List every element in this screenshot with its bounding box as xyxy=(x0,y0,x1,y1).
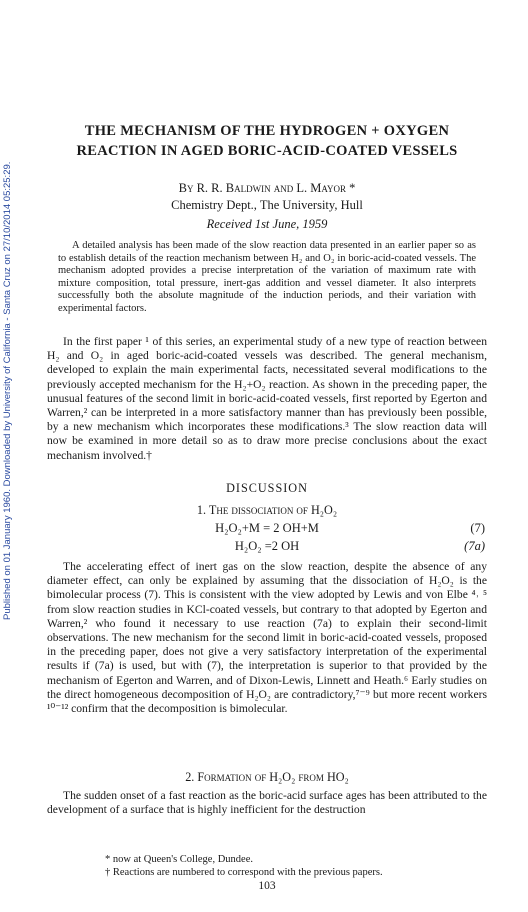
page-number: 103 xyxy=(258,880,276,892)
equation-7a xyxy=(47,539,487,555)
title-line-2: REACTION IN AGED BORIC-ACID-COATED VESSELS xyxy=(76,143,458,159)
section-1-heading: 1. The dissociation of H₂O₂ xyxy=(196,503,338,517)
paper-title xyxy=(47,121,487,161)
byline xyxy=(47,180,487,214)
section-2-paragraph: The sudden onset of a fast reaction as the boric-acid surface ages has been attributed to the development of a surface that is highly inefficient for the destruction xyxy=(47,789,487,817)
equation-7a-number: (7a) xyxy=(464,539,485,553)
received-date: Received 1st June, 1959 xyxy=(206,217,328,231)
equation-7 xyxy=(47,521,487,537)
affiliation: Chemistry Dept., The University, Hull xyxy=(171,198,363,212)
title-line-1: THE MECHANISM OF THE HYDROGEN + OXYGEN xyxy=(84,123,450,139)
section-1-paragraph: The accelerating effect of inert gas on the slow reaction, despite the absence of any diameter effect, can only be explained by assuming that the dissociation of H₂O₂ is the bimolecular process (7). This is consistent with the view adopted by Lewis and von Elbe ⁴˒ ⁵ from slow reaction studies in KCl-coated vessels, but contrary to that adopted by Egerton and Warren,² who found it necessary to use reaction (7a) to explain their second-limit observations. The new mechanism for the second limit in boric-acid-coated vessels, proposed in the preceding paper, does not give a very satisfactory interpretation of the experimental results if (7a) is used, but with (7), the interpretation is superior to that provided by the mechanism of Egerton and Warren, and of Dixon-Lewis, Linnett and Heath.⁶ Early studies on the direct homogeneous decomposition of H₂O₂ are contradictory,⁷⁻⁹ but more recent workers ¹⁰⁻¹² confirm that the decomposition is bimolecular. xyxy=(47,560,487,716)
intro-paragraph: In the first paper ¹ of this series, an experimental study of a new type of reaction between H₂ and O₂ in aged boric-acid-coated vessels was described. The general mechanism, developed to explain the main experimental facts, necessitated several modifications to the previously accepted mechanism for the H₂+O₂ reaction. As shown in the preceding paper, the unusual features of the second limit in boric-acid-coated vessels, first reported by Egerton and Warren,² can be interpreted in a more satisfactory manner than has previously been possible, by a new mechanism which incorporates these modifications.³ The slow reaction data will now be examined in more detail so as to draw more precise conclusions about the exact mechanism involved.† xyxy=(47,335,487,462)
footnote-reactions: † Reactions are numbered to correspond with the previous papers. xyxy=(105,867,383,878)
discussion-heading: DISCUSSION xyxy=(226,481,308,495)
equation-7-number: (7) xyxy=(470,521,485,535)
download-stamp: Published on 01 January 1960. Downloaded by University of California - Santa Cruz on 27/10/2014 05:25:29. xyxy=(2,161,13,620)
abstract: A detailed analysis has been made of the slow reaction data presented in an earlier paper so as to establish details of the reaction mechanism between H₂ and O₂ in boric-acid-coated vessels. The mechanism adopted provides a precise interpretation of the variation of maximum rate with mixture composition, total pressure, inert-gas addition and vessel diameter. It also interprets successfully both the absolute magnitude of the induction periods, and their variation with experimental factors. xyxy=(58,240,476,314)
authors: By R. R. Baldwin and L. Mayor * xyxy=(178,181,356,195)
equation-7a-expression: H₂O₂ =2 OH xyxy=(234,539,300,553)
equation-7-expression: H₂O₂+M = 2 OH+M xyxy=(215,521,319,535)
footnotes xyxy=(105,853,485,879)
section-2-heading: 2. Formation of H₂O₂ from HO₂ xyxy=(185,770,349,784)
footnote-affiliation: * now at Queen's College, Dundee. xyxy=(105,854,253,865)
